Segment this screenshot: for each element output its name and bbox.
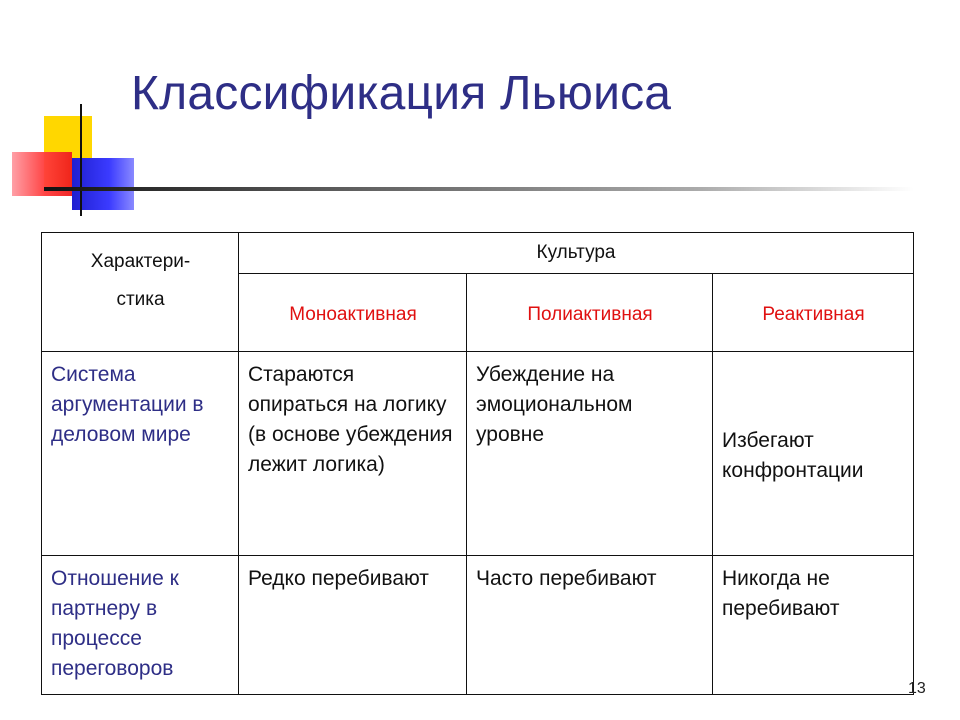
lewis-classification-table bbox=[41, 232, 914, 695]
slide-title: Классификация Льюиса bbox=[131, 67, 672, 120]
characteristic-header-line2: стика bbox=[116, 289, 165, 310]
table-cell: Убеждение на эмоциональном уровне bbox=[467, 352, 713, 556]
characteristic-header bbox=[42, 233, 239, 352]
characteristic-header-line1: Характери- bbox=[90, 251, 191, 272]
row-label-argumentation: Система аргументации в деловом мире bbox=[42, 352, 239, 556]
culture-type-polyactive: Полиактивная bbox=[467, 274, 713, 352]
row-label-partner-attitude: Отношение к партнеру в процессе переговоров bbox=[42, 556, 239, 695]
table-cell: Избегают конфронтации bbox=[713, 352, 914, 556]
culture-type-monoactive: Моноактивная bbox=[239, 274, 467, 352]
table-cell: Стараются опираться на логику (в основе убеждения лежит логика) bbox=[239, 352, 467, 556]
culture-type-reactive: Реактивная bbox=[713, 274, 914, 352]
table-header-row bbox=[42, 233, 914, 274]
decor-vertical-line bbox=[80, 104, 82, 216]
culture-header: Культура bbox=[239, 233, 914, 274]
table-cell: Часто перебивают bbox=[467, 556, 713, 695]
table-row bbox=[42, 352, 914, 556]
page-number: 13 bbox=[908, 680, 926, 697]
table-row bbox=[42, 556, 914, 695]
table-cell: Никогда не перебивают bbox=[713, 556, 914, 695]
table-cell: Редко перебивают bbox=[239, 556, 467, 695]
title-underline bbox=[44, 187, 914, 191]
